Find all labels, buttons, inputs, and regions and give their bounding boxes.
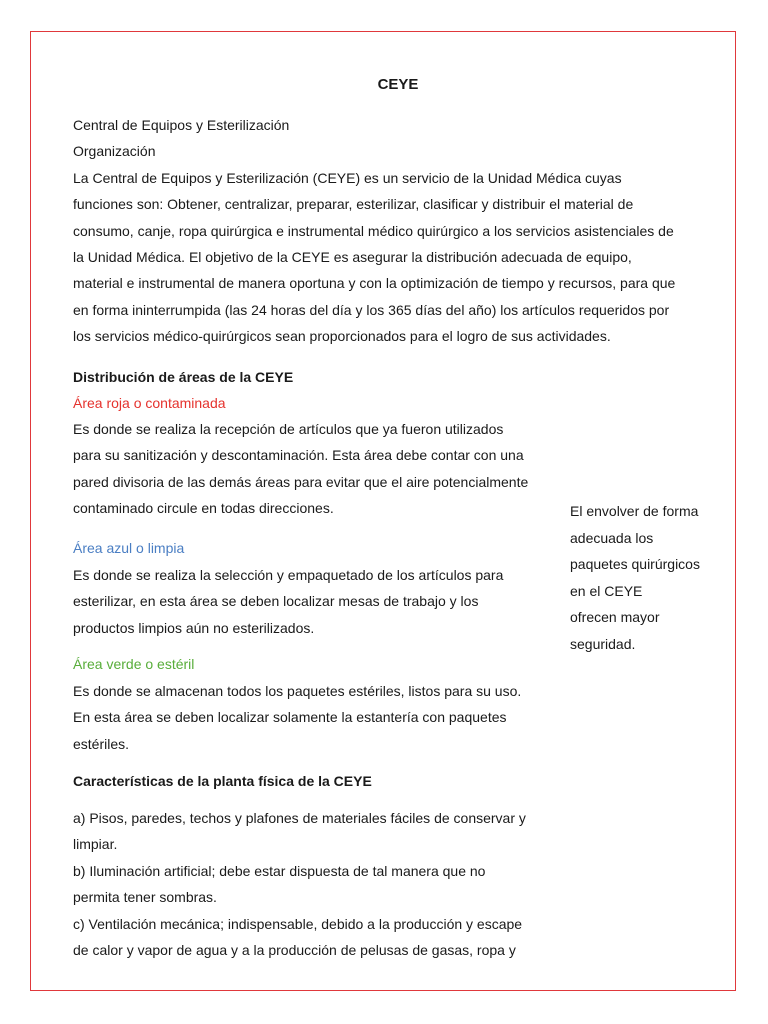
feature-line: permita tener sombras. xyxy=(73,889,217,906)
feature-line: b) Iluminación artificial; debe estar dispuesta de tal manera que no xyxy=(73,862,486,879)
intro-line: Central de Equipos y Esterilización xyxy=(73,117,290,133)
blue-area-line: productos limpios aún no esterilizados. xyxy=(73,619,315,636)
red-area-line: Es donde se realiza la recepción de artículos que ya fueron utilizados xyxy=(73,421,504,437)
red-area-line: para su sanitización y descontaminación. Esta área debe contar con una xyxy=(73,447,524,464)
features-list xyxy=(73,805,526,963)
intro-line: en forma ininterrumpida (las 24 horas del día y los 365 días del año) los artículos requeridos por xyxy=(73,301,670,318)
intro-line: Organización xyxy=(73,143,156,160)
blue-area-line: esterilizar, en esta área se deben localizar mesas de trabajo y los xyxy=(73,593,479,610)
green-area-line: Es donde se almacenan todos los paquetes estériles, listos para su uso. xyxy=(73,683,522,699)
sidebar-note-line: El envolver de forma xyxy=(570,503,699,519)
sidebar-note-line: adecuada los xyxy=(570,529,654,546)
intro-line: la Unidad Médica. El objetivo de la CEYE es asegurar la distribución adecuada de equipo, xyxy=(73,249,632,266)
intro-line: los servicios médico-quirúrgicos sean proporcionados para el logro de sus actividades. xyxy=(73,328,611,345)
section-heading-distribution: Distribución de áreas de la CEYE xyxy=(73,369,294,385)
intro-line: material e instrumental de manera oportuna y con la optimización de tiempo y recursos, para que xyxy=(73,275,676,292)
red-area-text xyxy=(73,416,528,522)
section-heading-features: Características de la planta física de la CEYE xyxy=(73,773,372,789)
green-area-title: Área verde o estéril xyxy=(73,656,195,672)
intro-line: consumo, canje, ropa quirúrgica e instrumental médico quirúrgico a los servicios asistenciales de xyxy=(73,222,674,239)
feature-line: c) Ventilación mecánica; indispensable, debido a la producción y escape xyxy=(73,915,523,932)
green-area-line: En esta área se deben localizar solamente la estantería con paquetes xyxy=(73,709,507,726)
red-area-line: contaminado circule en todas direcciones. xyxy=(73,500,334,517)
feature-line: limpiar. xyxy=(73,836,118,853)
page-title: CEYE xyxy=(377,76,419,93)
feature-line: de calor y vapor de agua y a la producción de pelusas de gasas, ropa y xyxy=(73,942,516,959)
blue-area-line: Es donde se realiza la selección y empaquetado de los artículos para xyxy=(73,567,504,583)
intro-paragraph xyxy=(73,112,723,350)
intro-line: La Central de Equipos y Esterilización (CEYE) es un servicio de la Unidad Médica cuyas xyxy=(73,169,622,186)
red-area-line: pared divisoria de las demás áreas para evitar que el aire potencialmente xyxy=(73,473,529,490)
sidebar-note-line: ofrecen mayor xyxy=(570,609,660,626)
sidebar-note-line: paquetes quirúrgicos xyxy=(570,556,700,573)
blue-area-text xyxy=(73,562,503,641)
sidebar-note-line: en el CEYE xyxy=(570,582,643,599)
document-page xyxy=(30,31,736,991)
feature-line: a) Pisos, paredes, techos y plafones de materiales fáciles de conservar y xyxy=(73,810,526,826)
blue-area-title: Área azul o limpia xyxy=(73,540,185,556)
green-area-text xyxy=(73,678,521,757)
sidebar-note-line: seguridad. xyxy=(570,635,636,652)
green-area-line: estériles. xyxy=(73,735,130,752)
red-area-title: Área roja o contaminada xyxy=(73,395,226,411)
intro-line: funciones son: Obtener, centralizar, preparar, esterilizar, clasificar y distribuir el material de xyxy=(73,196,634,213)
sidebar-note xyxy=(570,498,700,658)
